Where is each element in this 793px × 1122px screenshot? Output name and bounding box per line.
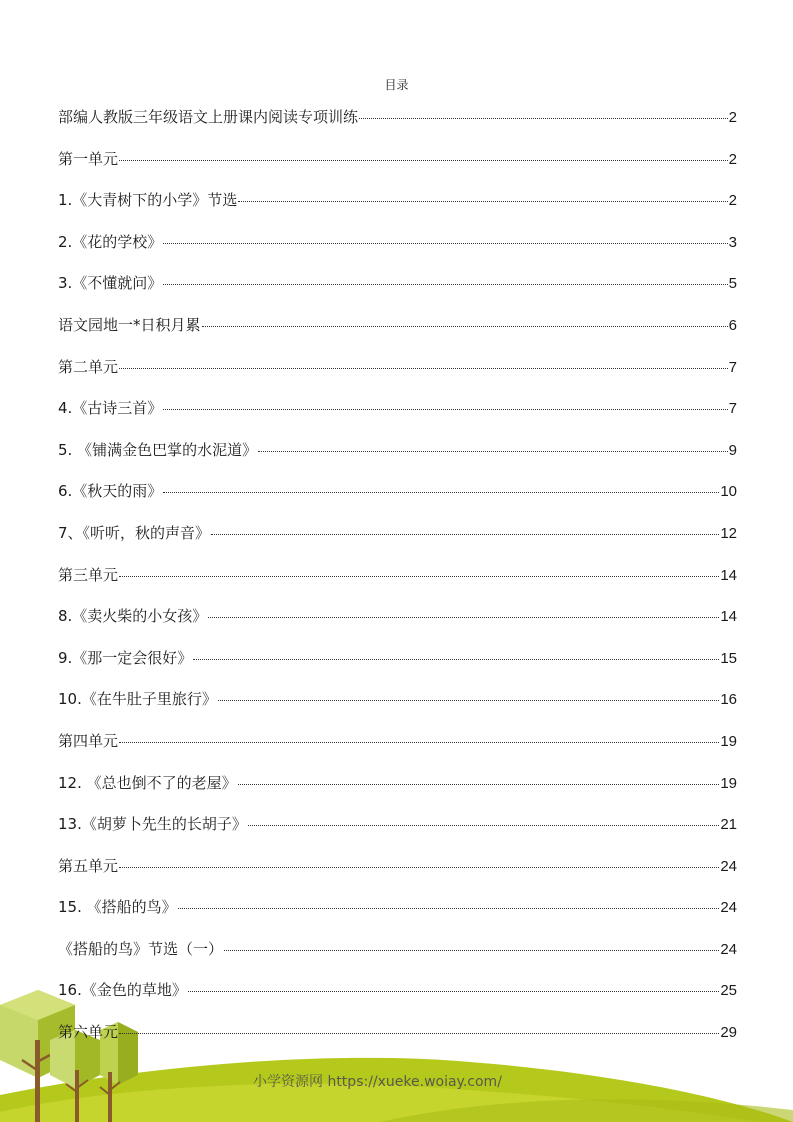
toc-entry[interactable] xyxy=(58,479,737,521)
page-title: 目录 xyxy=(384,78,409,92)
toc-entry-page: 2 xyxy=(728,150,737,168)
footer-watermark: 小学资源网 https://xueke.woiay.com/ xyxy=(253,1074,502,1090)
toc-entry-page: 19 xyxy=(720,774,737,792)
toc-entry-page: 14 xyxy=(720,566,737,584)
toc-entry-page: 25 xyxy=(720,982,737,1000)
toc-entry[interactable] xyxy=(58,812,737,854)
toc-entry-label: 第一单元 xyxy=(58,149,119,168)
dot-leader xyxy=(188,991,719,992)
toc-entry[interactable] xyxy=(58,937,737,979)
toc-entry-page: 14 xyxy=(720,608,737,626)
toc-entry[interactable] xyxy=(58,604,737,646)
toc-entry[interactable] xyxy=(58,188,737,230)
toc-entry-label: 第六单元 xyxy=(58,1023,119,1042)
toc-entry[interactable] xyxy=(58,978,737,1020)
dot-leader xyxy=(238,784,720,785)
toc-entry[interactable] xyxy=(58,1020,737,1062)
toc-entry-label: 第三单元 xyxy=(58,565,119,584)
toc-entry-label: 第五单元 xyxy=(58,856,119,875)
toc-entry[interactable] xyxy=(58,729,737,771)
toc-entry[interactable] xyxy=(58,771,737,813)
toc-entry-label: 2.《花的学校》 xyxy=(58,232,163,251)
toc-entry[interactable] xyxy=(58,895,737,937)
toc-entry-page: 2 xyxy=(728,109,737,126)
dot-leader xyxy=(248,825,719,826)
toc-entry[interactable] xyxy=(58,271,737,313)
toc-entry[interactable] xyxy=(58,646,737,688)
dot-leader xyxy=(119,1033,719,1034)
toc-entry-label: 第四单元 xyxy=(58,731,119,750)
dot-leader xyxy=(178,908,720,909)
dot-leader xyxy=(258,451,728,452)
toc-entry-label: 8.《卖火柴的小女孩》 xyxy=(58,607,208,626)
toc-entry[interactable] xyxy=(58,355,737,397)
toc-entry-page: 10 xyxy=(720,483,737,501)
toc-entry-label: 10.《在牛肚子里旅行》 xyxy=(58,690,217,709)
dot-leader xyxy=(119,160,728,161)
toc-entry-label: 《搭船的鸟》节选（一） xyxy=(58,939,224,958)
dot-leader xyxy=(218,700,719,701)
toc-entry-page: 3 xyxy=(728,233,737,251)
toc-entry-page: 24 xyxy=(720,899,737,917)
dot-leader xyxy=(359,118,728,119)
toc-entry-page: 7 xyxy=(728,358,737,376)
toc-entry-page: 29 xyxy=(720,1024,737,1042)
dot-leader xyxy=(163,243,727,244)
toc-entry[interactable] xyxy=(58,105,737,147)
dot-leader xyxy=(119,368,728,369)
toc-entry-page: 12 xyxy=(720,524,737,542)
toc-entry[interactable] xyxy=(58,396,737,438)
toc-entry-label: 12. 《总也倒不了的老屋》 xyxy=(58,773,237,792)
dot-leader xyxy=(238,201,727,202)
toc-entry[interactable] xyxy=(58,854,737,896)
toc-entry[interactable] xyxy=(58,313,737,355)
toc-entry-label: 3.《不懂就问》 xyxy=(58,274,163,293)
toc-entry-label: 7、《听听，秋的声音》 xyxy=(58,523,211,542)
toc-entry[interactable] xyxy=(58,230,737,272)
toc-entry-label: 15. 《搭船的鸟》 xyxy=(58,898,177,917)
dot-leader xyxy=(119,742,719,743)
toc-entry[interactable] xyxy=(58,521,737,563)
toc-entry[interactable] xyxy=(58,438,737,480)
toc-entry-label: 6.《秋天的雨》 xyxy=(58,482,163,501)
toc-entry-page: 21 xyxy=(720,816,737,834)
dot-leader xyxy=(163,492,719,493)
toc-entry-label: 4.《古诗三首》 xyxy=(58,399,163,418)
toc-entry-page: 24 xyxy=(720,857,737,875)
toc-entry-label: 13.《胡萝卜先生的长胡子》 xyxy=(58,815,247,834)
toc-entry-page: 19 xyxy=(720,732,737,750)
toc-entry-label: 16.《金色的草地》 xyxy=(58,981,187,1000)
toc-entry-page: 7 xyxy=(728,400,737,418)
toc-entry-page: 6 xyxy=(728,316,737,334)
toc-entry-label: 5. 《铺满金色巴掌的水泥道》 xyxy=(58,440,258,459)
toc-entry-label: 第二单元 xyxy=(58,357,119,376)
dot-leader xyxy=(163,409,727,410)
dot-leader xyxy=(211,534,719,535)
toc-entry-label: 部编人教版三年级语文上册课内阅读专项训练 xyxy=(58,108,359,126)
toc-entry-page: 9 xyxy=(728,441,737,459)
toc-entry-label: 1.《大青树下的小学》节选 xyxy=(58,191,238,210)
table-of-contents xyxy=(58,105,737,1062)
toc-entry[interactable] xyxy=(58,687,737,729)
dot-leader xyxy=(202,326,728,327)
dot-leader xyxy=(119,576,719,577)
dot-leader xyxy=(119,867,719,868)
toc-entry-page: 2 xyxy=(728,192,737,210)
toc-entry-page: 16 xyxy=(720,691,737,709)
toc-entry-label: 语文园地一*日积月累 xyxy=(58,315,201,334)
toc-entry-page: 5 xyxy=(728,275,737,293)
toc-entry-page: 15 xyxy=(720,649,737,667)
dot-leader xyxy=(208,617,719,618)
dot-leader xyxy=(224,950,719,951)
toc-entry-label: 9.《那一定会很好》 xyxy=(58,648,193,667)
toc-entry-page: 24 xyxy=(720,940,737,958)
toc-entry[interactable] xyxy=(58,563,737,605)
dot-leader xyxy=(163,284,727,285)
toc-entry[interactable] xyxy=(58,147,737,189)
dot-leader xyxy=(193,659,719,660)
